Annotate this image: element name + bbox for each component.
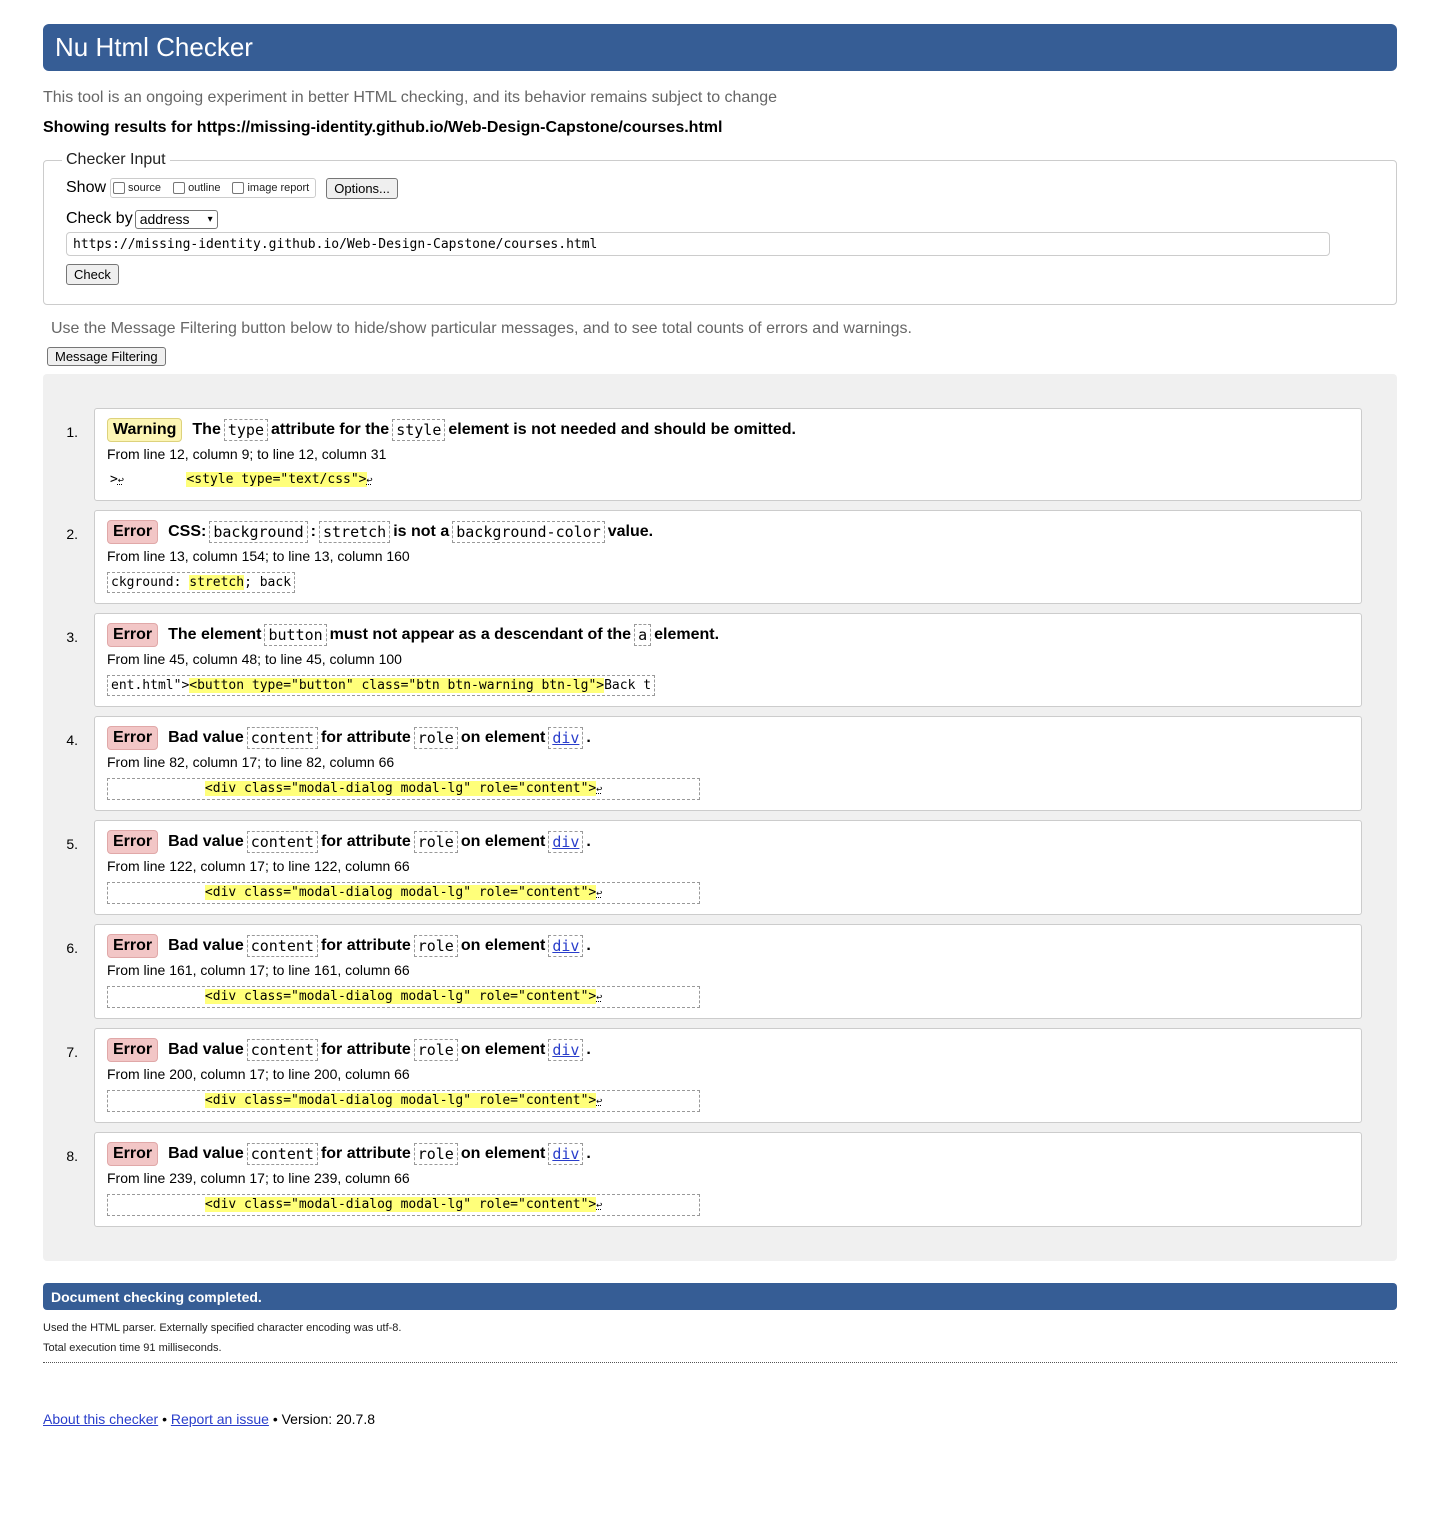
code-extract: ckground: stretch; back	[107, 572, 295, 593]
line-break-icon: ↩	[596, 1096, 603, 1107]
message-card: Error Bad value content for attribute role on element div . From line 122, column 17; to line 122, column 66 <div class="modal-dialog modal-lg" role="content">↩	[94, 820, 1362, 915]
filter-note: Use the Message Filtering button below to hide/show particular messages, and to see total counts of errors and warnings.	[51, 320, 912, 337]
showing-results: Showing results for https://missing-identity.github.io/Web-Design-Capstone/courses.html	[43, 119, 723, 136]
error-badge: Error	[107, 934, 158, 958]
div-element-link[interactable]: div	[548, 935, 583, 957]
outline-checkbox[interactable]	[173, 182, 185, 194]
completion-message: Document checking completed.	[51, 1288, 262, 1305]
code-extract: <div class="modal-dialog modal-lg" role="content">↩	[107, 778, 700, 800]
code-extract: <div class="modal-dialog modal-lg" role="content">↩	[107, 1194, 700, 1216]
check-button[interactable]: Check	[66, 264, 119, 285]
show-options-group	[110, 178, 316, 198]
message-card: Error Bad value content for attribute role on element div . From line 239, column 17; to line 239, column 66 <div class="modal-dialog modal-lg" role="content">↩	[94, 1132, 1362, 1227]
version-text: Version: 20.7.8	[281, 1411, 376, 1427]
divider	[43, 1362, 1397, 1363]
experiment-notice: This tool is an ongoing experiment in better HTML checking, and its behavior remains subject to change	[43, 89, 778, 106]
code-extract: <div class="modal-dialog modal-lg" role="content">↩	[107, 882, 700, 904]
show-image-report-option[interactable]: image report	[232, 182, 309, 194]
list-item: 7. Error Bad value content for attribute role on element div . From line 200, column 17; to line 200, column 66 <div class="modal-dialog modal-lg" role="content">↩	[59, 1028, 1362, 1123]
check-by-row	[66, 209, 1374, 229]
chevron-down-icon: ▾	[207, 213, 213, 225]
list-item: 3. Error The element button must not appear as a descendant of the a element. From line 45, column 48; to line 45, column 100 ent.html"><button type="button" class="btn btn-warning btn-lg">Back t	[59, 613, 1362, 707]
report-issue-link[interactable]: Report an issue	[170, 1411, 269, 1427]
checker-input-legend: Checker Input	[66, 151, 166, 168]
list-item: 8. Error Bad value content for attribute role on element div . From line 239, column 17; to line 239, column 66 <div class="modal-dialog modal-lg" role="content">↩	[59, 1132, 1362, 1227]
message-location: From line 239, column 17; to line 239, column 66	[107, 1170, 410, 1186]
div-element-link[interactable]: div	[548, 831, 583, 853]
header-bar	[43, 24, 1397, 71]
footer: About this checker • Report an issue • Version: 20.7.8	[43, 1411, 376, 1427]
list-item: 5. Error Bad value content for attribute role on element div . From line 122, column 17; to line 122, column 66 <div class="modal-dialog modal-lg" role="content">↩	[59, 820, 1362, 915]
checker-input-fieldset	[43, 151, 1397, 305]
message-list	[59, 408, 1362, 1227]
div-element-link[interactable]: div	[548, 1039, 583, 1061]
message-location: From line 13, column 154; to line 13, column 160	[107, 548, 410, 564]
error-badge: Error	[107, 623, 158, 647]
line-break-icon: ↩	[117, 475, 124, 486]
line-break-icon: ↩	[596, 1200, 603, 1211]
message-filtering-button[interactable]: Message Filtering	[47, 347, 166, 366]
show-row	[66, 175, 1374, 201]
message-card: Error Bad value content for attribute role on element div . From line 82, column 17; to line 82, column 66 <div class="modal-dialog modal-lg" role="content">↩	[94, 716, 1362, 811]
code-extract: >↩ <style type="text/css">↩	[110, 472, 373, 487]
message-location: From line 82, column 17; to line 82, column 66	[107, 754, 395, 770]
error-badge: Error	[107, 1038, 158, 1062]
list-item: 2. Error CSS: background : stretch is not a background-color value. From line 13, column 154; to line 13, column 160 ckground: stretch; back	[59, 510, 1362, 604]
options-button[interactable]: Options...	[326, 178, 398, 199]
list-item: 6. Error Bad value content for attribute role on element div . From line 161, column 17; to line 161, column 66 <div class="modal-dialog modal-lg" role="content">↩	[59, 924, 1362, 1019]
message-location: From line 122, column 17; to line 122, column 66	[107, 858, 410, 874]
error-badge: Error	[107, 726, 158, 750]
show-outline-option[interactable]: outline	[173, 182, 220, 194]
about-checker-link[interactable]: About this checker	[43, 1411, 159, 1427]
warning-badge: Warning	[107, 418, 182, 442]
source-checkbox[interactable]	[113, 182, 125, 194]
checker-page	[43, 24, 1397, 1427]
message-location: From line 45, column 48; to line 45, column 100	[107, 651, 402, 667]
message-card: Error CSS: background : stretch is not a background-color value. From line 13, column 154; to line 13, column 160 ckground: stretch; back	[94, 510, 1362, 604]
message-card: Error Bad value content for attribute role on element div . From line 200, column 17; to line 200, column 66 <div class="modal-dialog modal-lg" role="content">↩	[94, 1028, 1362, 1123]
error-badge: Error	[107, 830, 158, 854]
check-by-label: Check by	[66, 210, 133, 227]
line-break-icon: ↩	[596, 888, 603, 899]
error-badge: Error	[107, 520, 158, 544]
check-by-select[interactable]: address ▾	[135, 210, 218, 229]
list-item: 4. Error Bad value content for attribute role on element div . From line 82, column 17; to line 82, column 66 <div class="modal-dialog modal-lg" role="content">↩	[59, 716, 1362, 811]
message-card: Error The element button must not appear as a descendant of the a element. From line 45, column 48; to line 45, column 100 ent.html"><button type="button" class="btn btn-warning btn-lg">Back t	[94, 613, 1362, 707]
show-label: Show	[66, 179, 107, 196]
message-location: From line 12, column 9; to line 12, column 31	[107, 446, 387, 462]
line-break-icon: ↩	[596, 784, 603, 795]
line-break-icon: ↩	[596, 992, 603, 1003]
message-location: From line 200, column 17; to line 200, column 66	[107, 1066, 410, 1082]
code-extract: <div class="modal-dialog modal-lg" role="content">↩	[107, 1090, 700, 1112]
image-report-checkbox[interactable]	[232, 182, 244, 194]
div-element-link[interactable]: div	[548, 1143, 583, 1165]
line-break-icon: ↩	[366, 475, 373, 486]
message-card: Error Bad value content for attribute role on element div . From line 161, column 17; to line 161, column 66 <div class="modal-dialog modal-lg" role="content">↩	[94, 924, 1362, 1019]
url-input[interactable]: https://missing-identity.github.io/Web-Design-Capstone/courses.html	[66, 232, 1330, 256]
parser-stats: Used the HTML parser. Externally specified character encoding was utf-8. Total execution time 91 milliseconds.	[43, 1322, 402, 1354]
page-title: Nu Html Checker	[55, 32, 253, 62]
completion-bar	[43, 1283, 1397, 1310]
error-badge: Error	[107, 1142, 158, 1166]
div-element-link[interactable]: div	[548, 727, 583, 749]
list-item: 1. Warning The type attribute for the style element is not needed and should be omitted. From line 12, column 9; to line 12, column 31 >↩ <style type="text/css">↩	[59, 408, 1362, 501]
code-extract: ent.html"><button type="button" class="btn btn-warning btn-lg">Back t	[107, 675, 655, 696]
results-panel	[43, 374, 1397, 1261]
message-card: Warning The type attribute for the style element is not needed and should be omitted. From line 12, column 9; to line 12, column 31 >↩ <style type="text/css">↩	[94, 408, 1362, 501]
message-location: From line 161, column 17; to line 161, column 66	[107, 962, 410, 978]
show-source-option[interactable]: source	[113, 182, 161, 194]
code-extract: <div class="modal-dialog modal-lg" role="content">↩	[107, 986, 700, 1008]
